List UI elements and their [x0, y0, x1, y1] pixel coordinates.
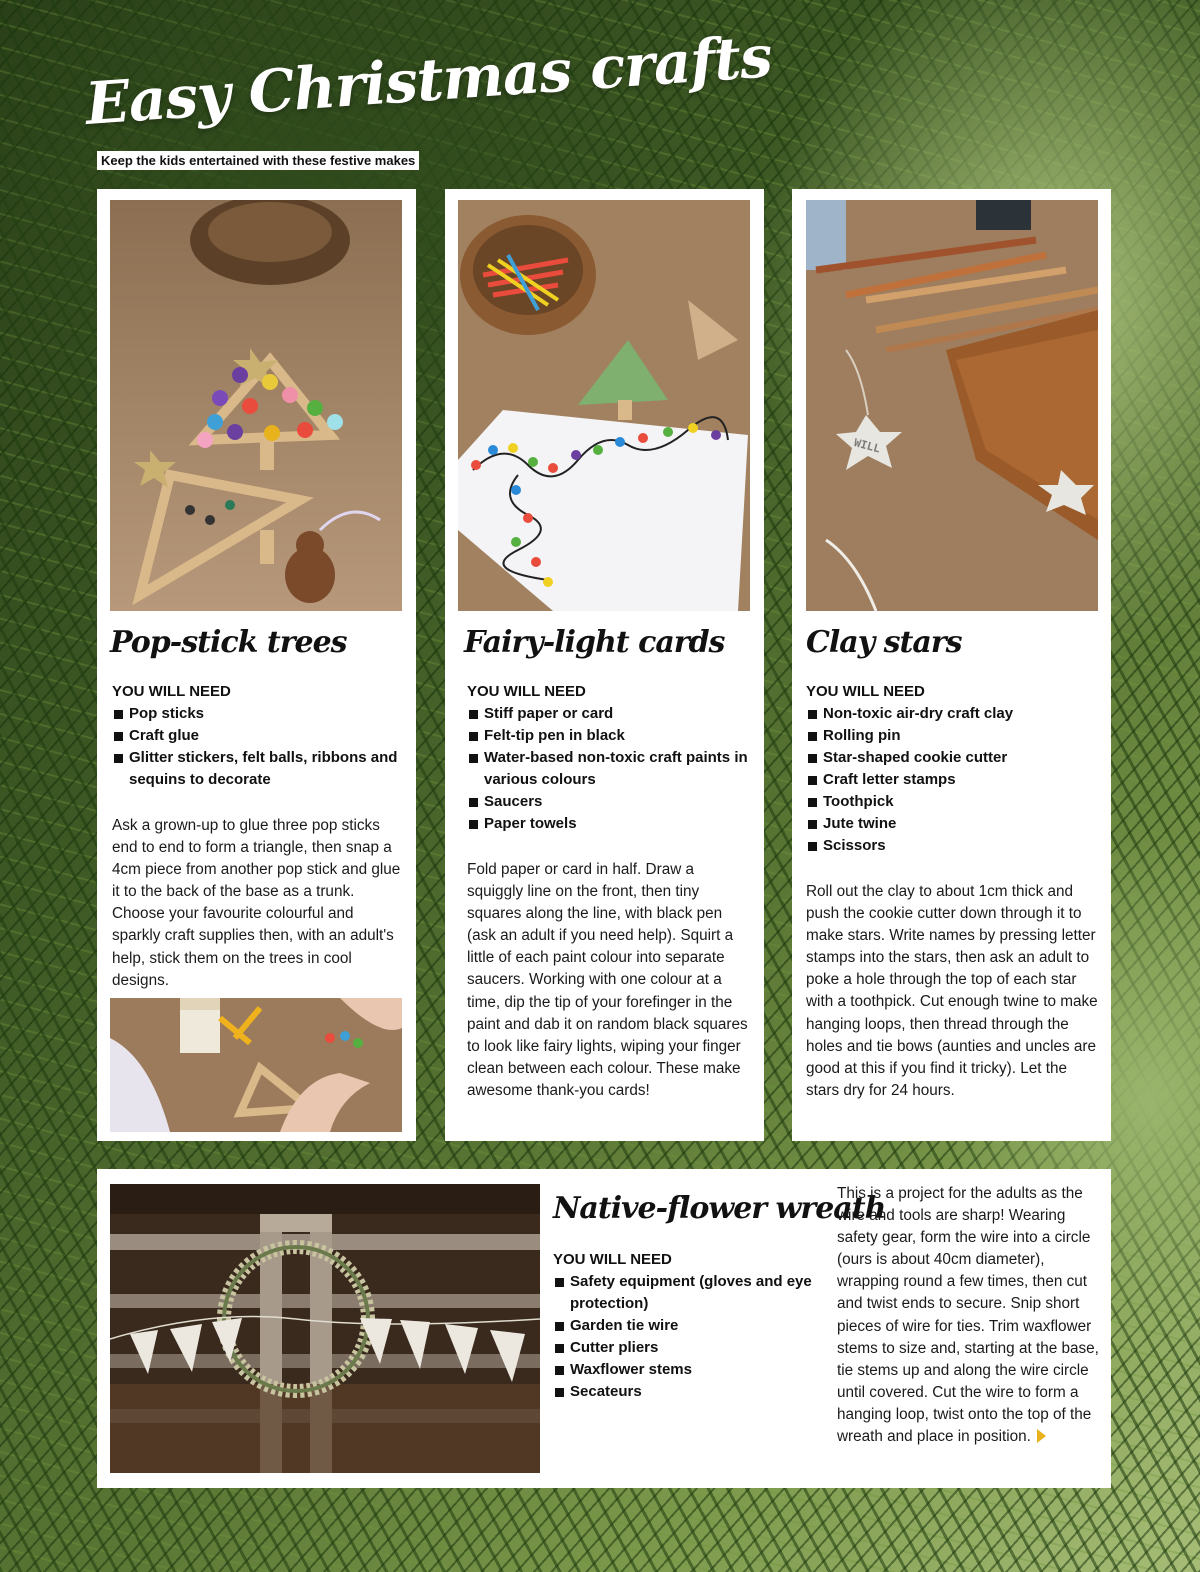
- list-item: Paper towels: [467, 813, 752, 835]
- craft-title: Fairy-light cards: [464, 625, 725, 660]
- craft-card-pop-stick-trees: [97, 189, 416, 1141]
- materials-list: [467, 681, 752, 835]
- list-item: Water-based non-toxic craft paints in various colours: [467, 747, 752, 791]
- list-item: Cutter pliers: [553, 1337, 818, 1359]
- materials-heading: YOU WILL NEED: [806, 683, 925, 700]
- materials-list: [112, 681, 402, 791]
- list-item: Garden tie wire: [553, 1315, 818, 1337]
- craft-card-native-flower-wreath: [97, 1169, 1111, 1488]
- list-item: Safety equipment (gloves and eye protection): [553, 1271, 818, 1315]
- page-title: Easy Christmas crafts: [83, 22, 774, 138]
- instructions-text: Roll out the clay to about 1cm thick and push the cookie cutter down through it to make stars. Write names by pressing letter stamps into the stars, then ask an adult to poke a hole through the top of each star with a toothpick. Cut enough twine to make hanging loops, then thread through the holes and tie bows (aunties and uncles are good at this if you find it tricky). Let the stars dry for 24 hours.: [806, 883, 1098, 1099]
- fairy-light-cards-photo: [458, 200, 750, 611]
- page-subtitle: Keep the kids entertained with these festive makes: [97, 151, 419, 170]
- craft-title: Clay stars: [806, 625, 962, 660]
- list-item: Stiff paper or card: [467, 703, 752, 725]
- continue-arrow-icon: [1037, 1429, 1046, 1443]
- list-item: Waxflower stems: [553, 1359, 818, 1381]
- materials-heading: YOU WILL NEED: [553, 1251, 672, 1268]
- craft-title: Pop-stick trees: [110, 625, 347, 660]
- list-item: Rolling pin: [806, 725, 1098, 747]
- list-item: Scissors: [806, 835, 1098, 857]
- list-item: Pop sticks: [112, 703, 402, 725]
- clay-stars-photo: [806, 200, 1098, 611]
- materials-list: [553, 1249, 818, 1403]
- craft-title: Native-flower wreath: [553, 1191, 886, 1226]
- list-item: Craft glue: [112, 725, 402, 747]
- list-item: Craft letter stamps: [806, 769, 1098, 791]
- instructions-text: Ask a grown-up to glue three pop sticks end to end to form a triangle, then snap a 4cm piece from another pop stick and glue it to the back of the base as a trunk. Choose your favourite colourful and sparkly craft supplies then, with an adult's help, stick them on the trees in cool designs.: [112, 817, 401, 989]
- list-item: Glitter stickers, felt balls, ribbons and sequins to decorate: [112, 747, 402, 791]
- kids-crafting-photo: [110, 998, 402, 1132]
- craft-card-clay-stars: [792, 189, 1111, 1141]
- materials-heading: YOU WILL NEED: [467, 683, 586, 700]
- native-flower-wreath-photo: [110, 1184, 540, 1473]
- craft-card-fairy-light-cards: [445, 189, 764, 1141]
- list-item: Jute twine: [806, 813, 1098, 835]
- list-item: Felt-tip pen in black: [467, 725, 752, 747]
- materials-heading: YOU WILL NEED: [112, 683, 231, 700]
- instructions-text: Fold paper or card in half. Draw a squiggly line on the front, then tiny squares along the line, with black pen (ask an adult if you need help). Squirt a little of each paint colour into separate saucers. Working with one colour at a time, dip the tip of your forefinger in the paint and dab it on random black squares to look like fairy lights, wiping your finger clean between each colour. These make awesome thank-you cards!: [467, 861, 748, 1099]
- list-item: Toothpick: [806, 791, 1098, 813]
- instructions-body: This is a project for the adults as the wire and tools are sharp! Wearing safety gear, form the wire into a circle (ours is about 40cm diameter), wrapping round a few times, then cut and twist ends to secure. Snip short pieces of wire for ties. Trim waxflower stems to size and, starting at the base, tie stems up and along the wire circle until covered. Cut the wire to form a hanging loop, twist onto the top of the wreath and place in position.: [837, 1185, 1099, 1446]
- list-item: Saucers: [467, 791, 752, 813]
- list-item: Secateurs: [553, 1381, 818, 1403]
- pop-stick-trees-photo: [110, 200, 402, 611]
- list-item: Non-toxic air-dry craft clay: [806, 703, 1098, 725]
- materials-list: [806, 681, 1098, 857]
- list-item: Star-shaped cookie cutter: [806, 747, 1098, 769]
- clay-star-stamp-text: WILL: [852, 436, 882, 456]
- instructions-text: [837, 1183, 1102, 1448]
